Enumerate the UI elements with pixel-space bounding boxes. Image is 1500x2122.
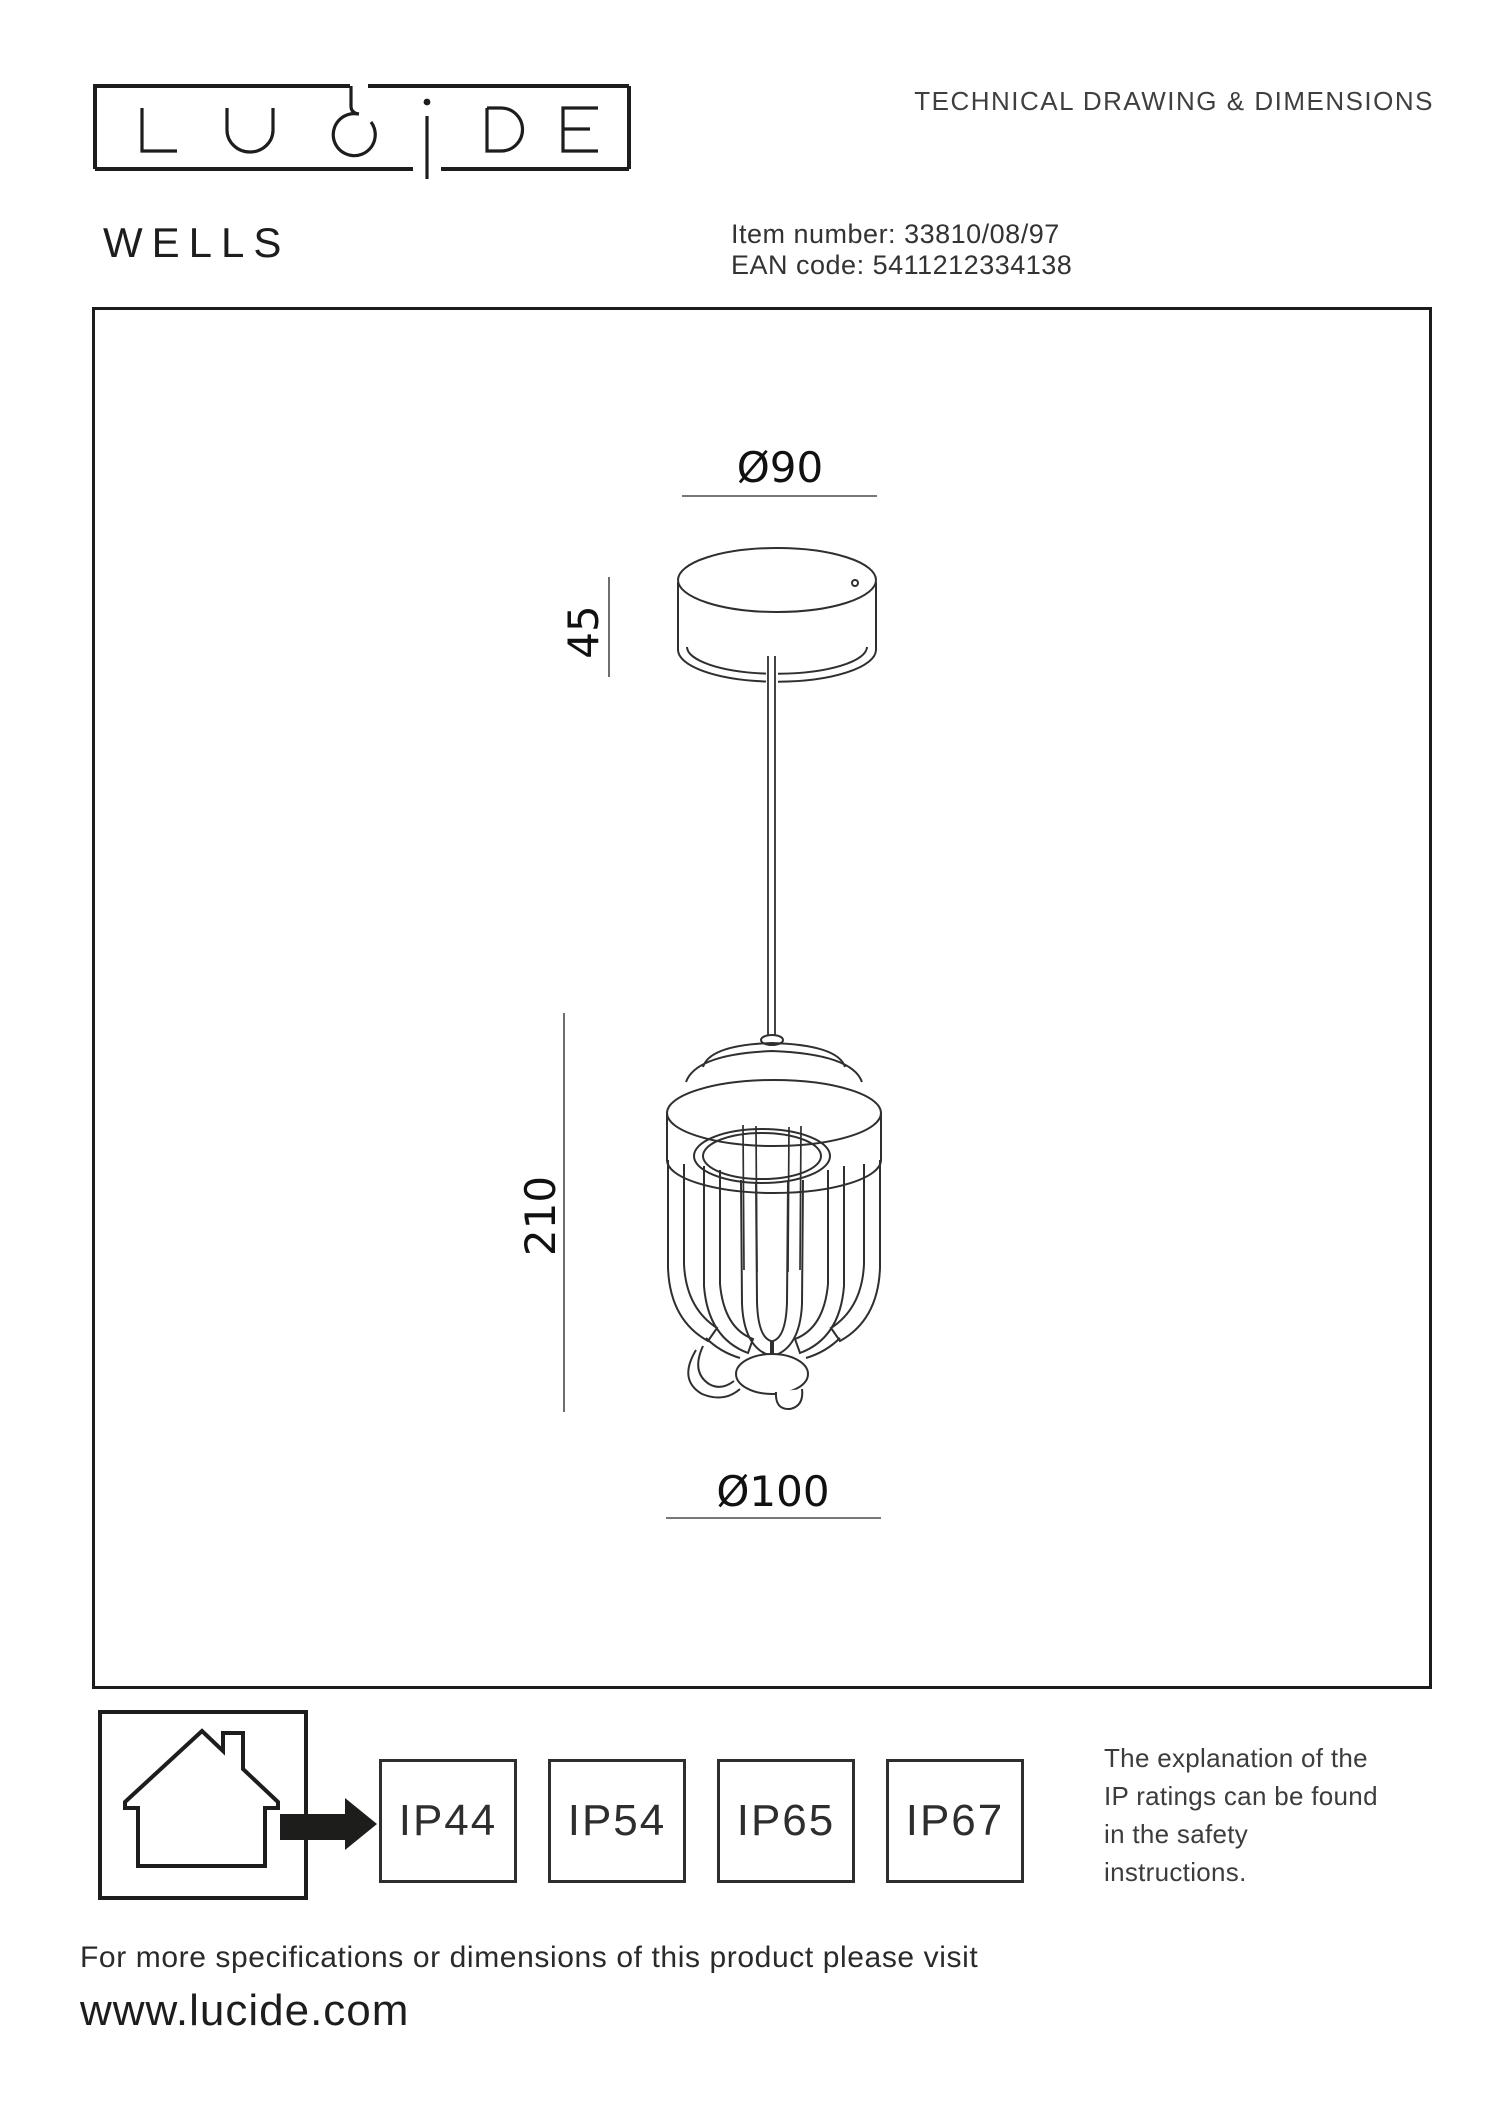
arrow-right-icon xyxy=(280,1798,377,1850)
lantern-dome xyxy=(703,1043,845,1067)
ip-rating-badge-ip54 xyxy=(548,1759,686,1883)
logo-letter-C xyxy=(333,114,375,156)
ean-line xyxy=(731,250,1072,281)
note-line: IP ratings can be found xyxy=(1104,1781,1378,1811)
footer-website: www.lucide.com xyxy=(80,1986,410,2035)
ip44-label: IP44 xyxy=(398,1796,498,1845)
logo-pendant-drop xyxy=(351,86,359,114)
house-symbol-border xyxy=(100,1712,306,1898)
bottom-loop-rib xyxy=(688,1350,740,1398)
item-number-label: Item number: xyxy=(731,219,897,249)
indoor-use-symbol xyxy=(96,1708,386,1904)
item-number-value: 33810/08/97 xyxy=(904,219,1060,249)
ean-label: EAN code: xyxy=(731,250,865,280)
ip65-label: IP65 xyxy=(736,1796,836,1845)
product-name: WELLS xyxy=(103,219,291,266)
lantern-top-band xyxy=(667,1080,881,1146)
bottom-disc xyxy=(736,1354,808,1394)
ip-rating-badge-ip67 xyxy=(886,1759,1024,1883)
note-line: The explanation of the xyxy=(1104,1743,1368,1773)
note-line: instructions. xyxy=(1104,1857,1247,1887)
lucide-logo xyxy=(90,81,635,181)
dim-canopy-height: 45 xyxy=(559,605,608,659)
logo-letter-D xyxy=(487,108,523,151)
ip67-label: IP67 xyxy=(905,1796,1005,1845)
logo-letter-U xyxy=(227,108,273,152)
ip-rating-badge-ip65 xyxy=(717,1759,855,1883)
dimension-lines xyxy=(564,496,881,1518)
house-icon xyxy=(125,1731,278,1866)
logo-letter-E xyxy=(563,108,598,151)
suspension-cord xyxy=(768,656,775,1040)
lantern-body xyxy=(667,1035,881,1409)
ip54-label: IP54 xyxy=(567,1796,667,1845)
dim-lantern-diameter: Ø100 xyxy=(716,1467,830,1516)
note-line: in the safety xyxy=(1104,1819,1249,1849)
ceiling-canopy xyxy=(678,548,876,682)
lantern-opening xyxy=(694,1129,830,1183)
bottom-tab xyxy=(776,1389,802,1409)
canopy-screw-hole xyxy=(852,580,858,586)
logo-letter-L xyxy=(142,108,177,151)
logo-letter-i-dot xyxy=(424,99,431,106)
ip-explanation-note xyxy=(1104,1739,1378,1891)
cage-rib xyxy=(741,1180,771,1356)
cage-rib xyxy=(773,1180,803,1356)
item-number-line xyxy=(731,219,1072,250)
product-codes xyxy=(731,219,1072,281)
dim-canopy-diameter: Ø90 xyxy=(736,443,824,492)
ip-rating-badge-ip44 xyxy=(379,1759,517,1883)
logo-box-border xyxy=(93,86,629,169)
doc-title: TECHNICAL DRAWING & DIMENSIONS xyxy=(914,86,1434,116)
footer-text: For more specifications or dimensions of this product please visit xyxy=(80,1941,979,1974)
ean-value: 5411212334138 xyxy=(872,250,1073,280)
dim-fixture-height: 210 xyxy=(516,1175,565,1257)
